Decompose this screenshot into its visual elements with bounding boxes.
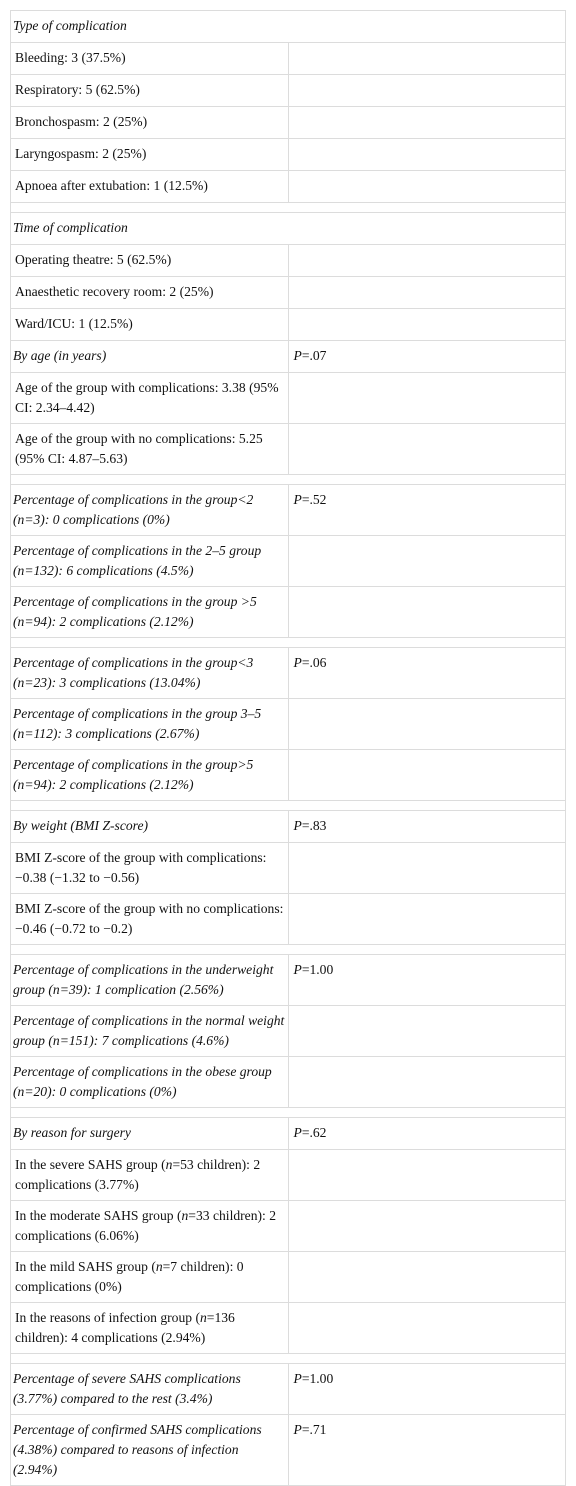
table-cell-label: Age of the group with complications: 3.38 (95% CI: 2.34–4.42) [11, 373, 289, 424]
table-row [11, 1150, 566, 1201]
table-cell-p [288, 536, 566, 587]
p-value [288, 648, 566, 699]
table-row [11, 1201, 566, 1252]
p-number: =.06 [301, 655, 327, 670]
table-row [11, 536, 566, 587]
p-symbol: P [293, 1371, 302, 1386]
table-row [11, 1118, 566, 1150]
p-value [288, 955, 566, 1006]
table-cell-p [288, 1303, 566, 1354]
table-row [11, 1006, 566, 1057]
p-value [288, 1118, 566, 1150]
table-cell-label: Respiratory: 5 (62.5%) [11, 75, 289, 107]
p-value [288, 811, 566, 843]
section-header: Type of complication [11, 11, 566, 43]
table-row [11, 171, 566, 203]
table-cell-label: Age of the group with no complications: 5.25 (95% CI: 4.87–5.63) [11, 424, 289, 475]
p-number: =1.00 [301, 1371, 334, 1386]
table-cell-label: BMI Z-score of the group with no complications: −0.46 (−0.72 to −0.2) [11, 894, 289, 945]
table-cell-label: Percentage of complications in the group>5 (n=94): 2 complications (2.12%) [11, 750, 289, 801]
table-row [11, 648, 566, 699]
table-row [11, 811, 566, 843]
table-row [11, 424, 566, 475]
spacer-row [11, 945, 566, 955]
p-symbol: P [293, 492, 302, 507]
table-cell-label: Percentage of complications in the group<3 (n=23): 3 complications (13.04%) [11, 648, 289, 699]
table-cell-label: Percentage of complications in the normal weight group (n=151): 7 complications (4.6%) [11, 1006, 289, 1057]
table-row [11, 955, 566, 1006]
table-cell-p [288, 245, 566, 277]
table-cell-p [288, 750, 566, 801]
table-row [11, 1252, 566, 1303]
p-number: =.71 [301, 1422, 327, 1437]
table-row [11, 1303, 566, 1354]
table-row [11, 277, 566, 309]
table-cell-p [288, 1006, 566, 1057]
table-row [11, 341, 566, 373]
spacer-row [11, 475, 566, 485]
table-row [11, 1415, 566, 1486]
table-row [11, 373, 566, 424]
section-header: Time of complication [11, 213, 566, 245]
table-row [11, 485, 566, 536]
p-symbol: P [293, 962, 302, 977]
table-row [11, 139, 566, 171]
table-cell-p [288, 373, 566, 424]
table-cell-label: Percentage of complications in the group >5 (n=94): 2 complications (2.12%) [11, 587, 289, 638]
table-row [11, 107, 566, 139]
table-cell-label: Percentage of complications in the 2–5 group (n=132): 6 complications (4.5%) [11, 536, 289, 587]
table-row [11, 750, 566, 801]
table-row [11, 843, 566, 894]
table-cell-p [288, 171, 566, 203]
table-row [11, 587, 566, 638]
p-number: =1.00 [301, 962, 334, 977]
table-cell-label: In the severe SAHS group (n=53 children): 2 complications (3.77%) [11, 1150, 289, 1201]
table-cell-p [288, 587, 566, 638]
table-cell-label: Bronchospasm: 2 (25%) [11, 107, 289, 139]
table-cell-label: Percentage of severe SAHS complications (3.77%) compared to the rest (3.4%) [11, 1364, 289, 1415]
section-header: By age (in years) [11, 341, 289, 373]
table-row [11, 245, 566, 277]
table-cell-p [288, 843, 566, 894]
section-header: By weight (BMI Z-score) [11, 811, 289, 843]
p-symbol: P [293, 655, 302, 670]
table-cell-p [288, 424, 566, 475]
table-row [11, 1364, 566, 1415]
table-cell-label: BMI Z-score of the group with complications: −0.38 (−1.32 to −0.56) [11, 843, 289, 894]
p-value [288, 341, 566, 373]
p-value [288, 485, 566, 536]
table-cell-label: In the mild SAHS group (n=7 children): 0 complications (0%) [11, 1252, 289, 1303]
table-cell-label: Percentage of complications in the group 3–5 (n=112): 3 complications (2.67%) [11, 699, 289, 750]
spacer-row [11, 1354, 566, 1364]
table-row [11, 43, 566, 75]
table-cell-p [288, 43, 566, 75]
table-row [11, 309, 566, 341]
table-row [11, 699, 566, 750]
table-row [11, 1057, 566, 1108]
p-value [288, 1364, 566, 1415]
spacer-row [11, 638, 566, 648]
table-cell-p [288, 1201, 566, 1252]
section-header: Percentage of complications in the group<2 (n=3): 0 complications (0%) [11, 485, 289, 536]
table-cell-label: Percentage of confirmed SAHS complications (4.38%) compared to reasons of infection (2.94%) [11, 1415, 289, 1486]
table-cell-p [288, 139, 566, 171]
table-cell-p [288, 1252, 566, 1303]
table-cell-label: In the reasons of infection group (n=136 children): 4 complications (2.94%) [11, 1303, 289, 1354]
table-cell-p [288, 699, 566, 750]
table-cell-label: Bleeding: 3 (37.5%) [11, 43, 289, 75]
table-cell-p [288, 75, 566, 107]
table-cell-p [288, 277, 566, 309]
table-row [11, 11, 566, 43]
spacer-row [11, 801, 566, 811]
spacer-row [11, 203, 566, 213]
p-number: =.62 [301, 1125, 327, 1140]
spacer-row [11, 1108, 566, 1118]
table-row [11, 894, 566, 945]
p-symbol: P [293, 818, 302, 833]
table-row [11, 213, 566, 245]
table-cell-label: Anaesthetic recovery room: 2 (25%) [11, 277, 289, 309]
table-row [11, 75, 566, 107]
p-number: =.83 [301, 818, 327, 833]
table-cell-label: Ward/ICU: 1 (12.5%) [11, 309, 289, 341]
p-number: =.52 [301, 492, 327, 507]
table-cell-p [288, 1057, 566, 1108]
p-symbol: P [293, 1422, 302, 1437]
section-header: By reason for surgery [11, 1118, 289, 1150]
table-cell-label: Operating theatre: 5 (62.5%) [11, 245, 289, 277]
table-cell-label: Percentage of complications in the obese group (n=20): 0 complications (0%) [11, 1057, 289, 1108]
p-number: =.07 [301, 348, 327, 363]
table-cell-label: In the moderate SAHS group (n=33 children): 2 complications (6.06%) [11, 1201, 289, 1252]
table-cell-label: Laryngospasm: 2 (25%) [11, 139, 289, 171]
table-cell-label: Percentage of complications in the underweight group (n=39): 1 complication (2.56%) [11, 955, 289, 1006]
table-cell-p [288, 107, 566, 139]
p-symbol: P [293, 1125, 302, 1140]
table-cell-p [288, 1150, 566, 1201]
table-cell-p [288, 894, 566, 945]
p-symbol: P [293, 348, 302, 363]
table-cell-p [288, 309, 566, 341]
table-cell-label: Apnoea after extubation: 1 (12.5%) [11, 171, 289, 203]
complications-table [10, 10, 566, 1486]
p-value [288, 1415, 566, 1486]
